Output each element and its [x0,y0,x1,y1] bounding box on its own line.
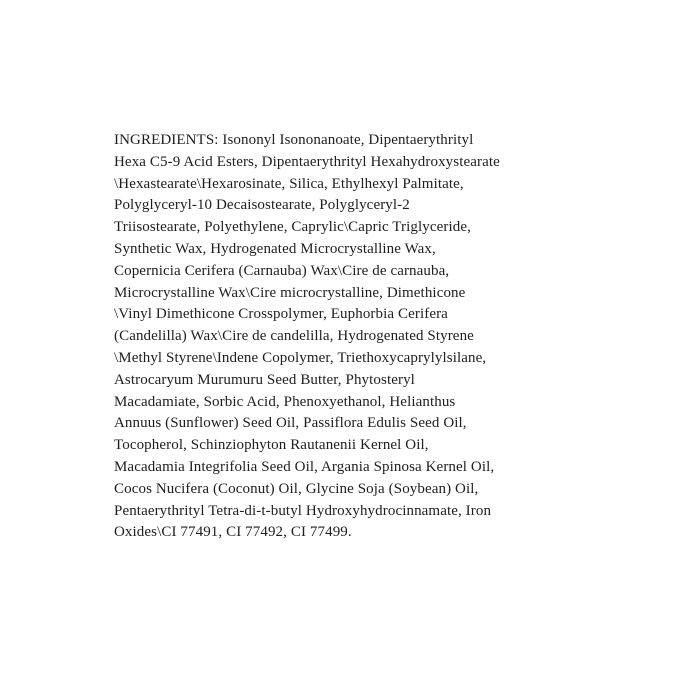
ingredients-line: Astrocaryum Murumuru Seed Butter, Phytosteryl [114,371,415,388]
ingredients-line: Oxides\CI 77491, CI 77492, CI 77499. [114,524,352,541]
ingredients-line: Hexa C5-9 Acid Esters, Dipentaerythrityl Hexahydroxystearate [114,153,500,170]
ingredients-line: \Methyl Styrene\Indene Copolymer, Triethoxycaprylylsilane, [114,349,487,366]
ingredients-line: INGREDIENTS: Isononyl Isononanoate, Dipentaerythrityl [114,132,474,148]
ingredients-line: \Hexastearate\Hexarosinate, Silica, Ethylhexyl Palmitate, [114,175,464,192]
ingredients-line: (Candelilla) Wax\Cire de candelilla, Hydrogenated Styrene [114,328,474,345]
ingredients-line: \Vinyl Dimethicone Crosspolymer, Euphorbia Cerifera [114,306,448,323]
ingredients-line: Polyglyceryl-10 Decaisostearate, Polyglyceryl-2 [114,197,410,214]
ingredients-line: Copernicia Cerifera (Carnauba) Wax\Cire de carnauba, [114,262,450,279]
ingredients-line: Macadamia Integrifolia Seed Oil, Argania Spinosa Kernel Oil, [114,458,495,475]
ingredients-line: Annuus (Sunflower) Seed Oil, Passiflora Edulis Seed Oil, [114,415,467,432]
ingredients-line: Triisostearate, Polyethylene, Caprylic\Capric Triglyceride, [114,219,471,236]
ingredients-line: Cocos Nucifera (Coconut) Oil, Glycine Soja (Soybean) Oil, [114,480,479,497]
ingredients-paragraph [114,130,594,544]
ingredients-line: Tocopherol, Schinziophyton Rautanenii Kernel Oil, [114,437,429,454]
ingredients-line: Microcrystalline Wax\Cire microcrystalline, Dimethicone [114,284,466,301]
ingredients-line: Pentaerythrityl Tetra-di-t-butyl Hydroxyhydrocinnamate, Iron [114,502,492,519]
ingredients-line: Macadamiate, Sorbic Acid, Phenoxyethanol, Helianthus [114,393,456,410]
ingredients-line: Synthetic Wax, Hydrogenated Microcrystalline Wax, [114,240,436,257]
